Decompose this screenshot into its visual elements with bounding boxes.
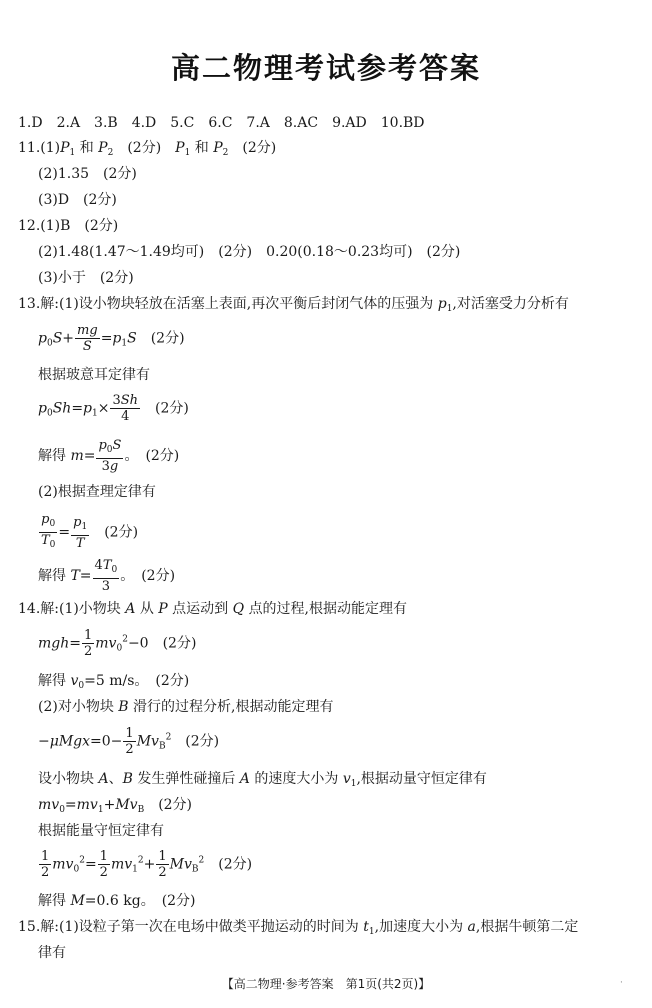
choice-answers: 1.D 2.A 3.B 4.D 5.C 6.C 7.A 8.AC 9.AD 10.BD [18,115,425,131]
q13-eq3: $\frac{p_0}{T_0}$ = $\frac{p_1}{T}$ (2分) [41,512,139,551]
q14-intro: 14.解:(1)小物块 A 从 P 点运动到 Q 点的过程,根据动能定理有 [18,601,408,617]
q13-boyle: 根据玻意耳定律有 [38,367,150,383]
corner-mark: · [620,978,623,988]
q13-eq2: $p_0Sh=p_1\times$ $\frac{3Sh}{4}$ (2分) [38,393,189,424]
q13-eq1: $p_0S+$ $\frac{mg}{S}$ $=p_1S$ (2分) [38,323,185,354]
q14-solve2: 解得 M=0.6 kg。 (2分) [38,893,196,909]
q14-eq4: $\frac{1}{2}$ $mv_0^2=$ $\frac{1}{2}$ $mv_1^2+$ $\frac{1}{2}$ $Mv_B^2$ (2分) [41,849,253,880]
q11-part3: (3)D (2分) [38,192,117,208]
q11-part2: (2)1.35 (2分) [38,166,137,182]
q14-eq1: mgh= $\frac{1}{2}$ $mv_0^2-0$ (2分) [38,628,197,659]
q13-solve2: 解得 T= $\frac{4T_0}{3}$ 。 (2分) [38,558,176,594]
q12-part1: 12.(1)B (2分) [18,218,119,234]
q13-solve1: 解得 m= $\frac{p_0S}{3g}$ 。 (2分) [38,438,180,474]
page-footer: 【高二物理·参考答案 第1页(共2页)】 [221,977,431,991]
q14-eq3: $mv_0=mv_1+Mv_B$ (2分) [38,797,193,815]
q12-part3: (3)小于 (2分) [38,270,134,286]
q14-part2: (2)对小物块 B 滑行的过程分析,根据动能定理有 [38,699,334,715]
q14-energy: 根据能量守恒定律有 [38,823,164,839]
q15-intro: 15.解:(1)设粒子第一次在电场中做类平抛运动的时间为 $t_1$,加速度大小为 a,根据牛顿第二定 [18,919,579,937]
page-title: 高二物理考试参考答案 [170,51,481,85]
q13-intro: 13.解:(1)设小物块轻放在活塞上表面,再次平衡后封闭气体的压强为 $p_1$,对活塞受力分析有 [18,296,569,314]
q15-line2: 律有 [38,945,66,961]
q13-charles: (2)根据查理定律有 [38,484,156,500]
q12-part2: (2)1.48(1.47～1.49均可) (2分) 0.20(0.18～0.23均可) (2分) [38,244,461,260]
q11-part1: $11.(1)P_1$ 和 $P_2$ (2分) $P_1$ 和 $P_2$ (2分) [18,140,277,158]
q14-solve1: 解得 $v_0=5$ m/s。 (2分) [38,673,190,691]
q14-collide: 设小物块 A、B 发生弹性碰撞后 A 的速度大小为 $v_1$,根据动量守恒定律有 [38,771,487,789]
q14-eq2: −μMgx=0− $\frac{1}{2}$ $Mv_B^2$ (2分) [38,726,220,757]
